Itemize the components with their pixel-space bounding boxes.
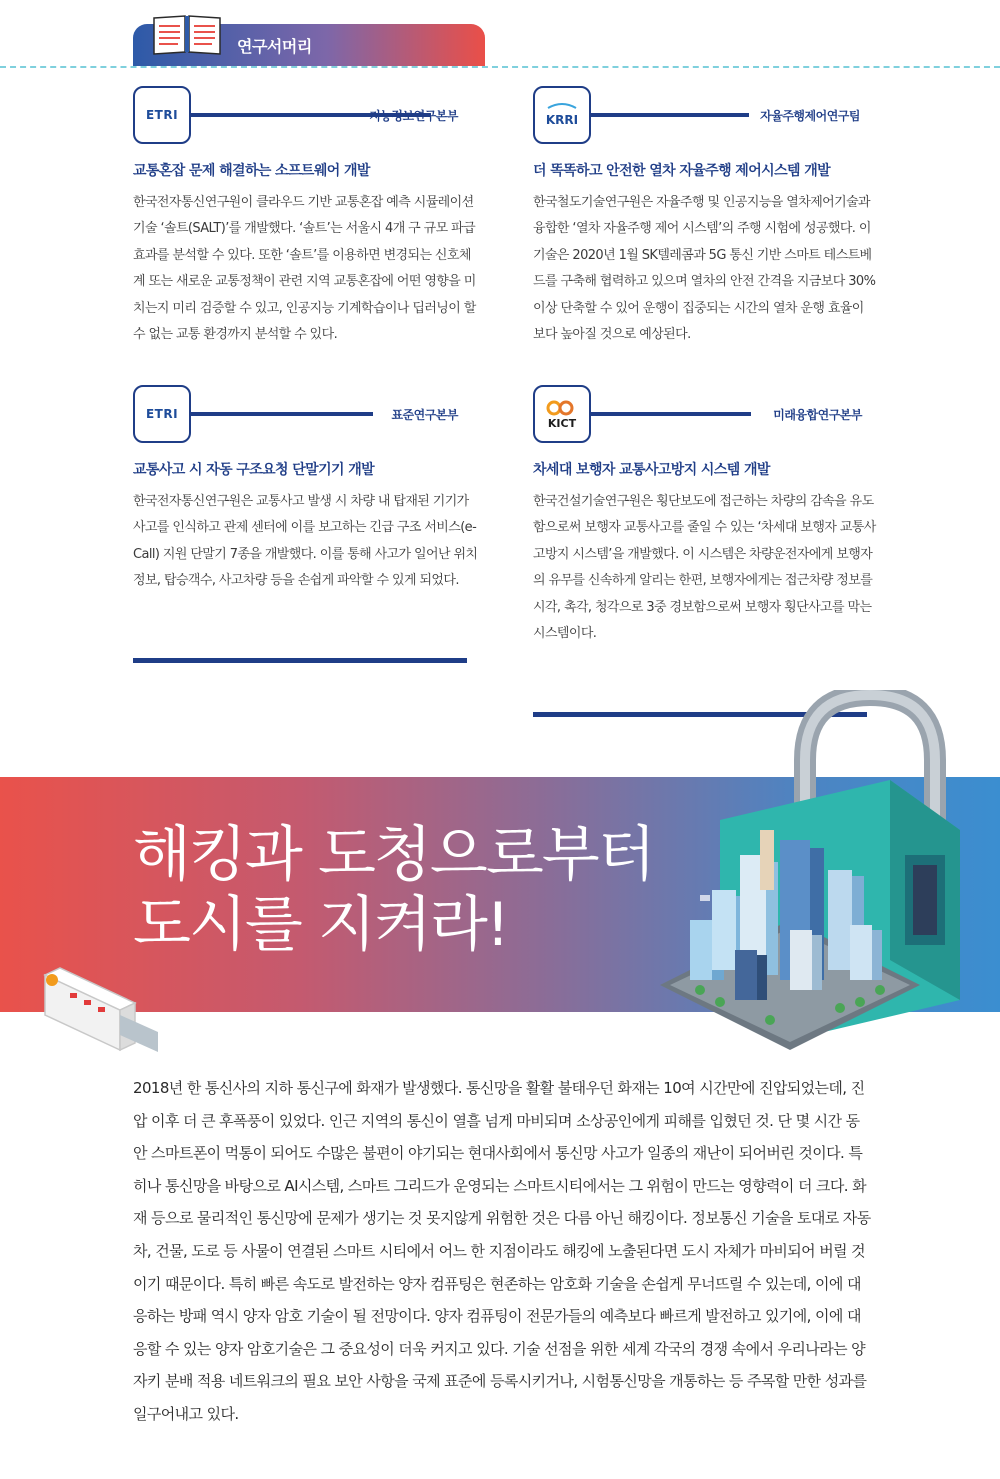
card-title: 차세대 보행자 교통사고방지 시스템 개발 bbox=[533, 462, 770, 478]
department-label: 자율주행제어연구팀 bbox=[760, 109, 860, 123]
logo-connector-line bbox=[591, 113, 749, 117]
dashed-divider bbox=[0, 66, 1000, 68]
card-bottom-bar bbox=[133, 658, 467, 663]
section-title: 연구서머리 bbox=[237, 37, 312, 56]
card-body: 한국건설기술연구원은 횡단보도에 접근하는 차량의 감속을 유도함으로써 보행자 교통사고를 줄일 수 있는 ‘차세대 보행자 교통사고방지 시스템’을 개발했다. 이 시스템은 차량운전자에게 보행자의 유무를 신속하게 알리는 한편, 보행자에게는 접근차량 정보를 시각, 촉각, 청각으로 3중 경보함으로써 보행자 횡단사고를 막는 시스템이다. bbox=[533, 494, 876, 642]
svg-text:KRRI: KRRI bbox=[545, 113, 579, 127]
department-label: 미래융합연구본부 bbox=[773, 408, 862, 422]
card-body: 한국철도기술연구원은 자율주행 및 인공지능을 열차제어기술과 융합한 ‘열차 자율주행 제어 시스템’의 주행 시험에 성공했다. 이 기술은 2020년 1월 SK텔레콤과 5G 통신 기반 스마트 테스트베드를 구축해 협력하고 있으며 열차의 안전 간격을 지금보다 30% 이상 단축할 수 있어 운행이 집중되는 시간의 열차 운행 효율이 보다 높아질 것으로 예상된다. bbox=[533, 195, 876, 343]
etri-logo: ETRI bbox=[133, 385, 191, 443]
department-label: 표준연구본부 bbox=[391, 408, 458, 422]
book-icon bbox=[150, 10, 224, 56]
krri-logo bbox=[533, 86, 591, 144]
card-title: 교통혼잡 문제 해결하는 소프트웨어 개발 bbox=[133, 163, 370, 179]
department-label: 지능정보연구본부 bbox=[369, 109, 458, 123]
kict-logo bbox=[533, 385, 591, 443]
card-body: 한국전자통신연구원은 교통사고 발생 시 차량 내 탑재된 기기가 사고를 인식하고 관제 센터에 이를 보고하는 긴급 구조 서비스(e-Call) 지원 단말기 7종을 개발했다. 이를 통해 사고가 일어난 위치정보, 탑승객수, 사고차량 등을 손쉽게 파악할 수 있게 되었다. bbox=[133, 494, 478, 589]
logo-connector-line bbox=[191, 412, 373, 416]
krri-logo-mark bbox=[542, 100, 582, 130]
banner-title-line-1: 해킹과 도청으로부터 bbox=[133, 820, 654, 890]
banner-title-line-2: 도시를 지켜라! bbox=[133, 890, 508, 960]
etri-logo: ETRI bbox=[133, 86, 191, 144]
card-body: 한국전자통신연구원이 클라우드 기반 교통혼잡 예측 시뮬레이션 기술 ‘솔트(SALT)’를 개발했다. ‘솔트’는 서울시 4개 구 규모 파급효과를 분석할 수 있다. 또한 ‘솔트’를 이용하면 변경되는 신호체계 또는 새로운 교통정책이 관련 지역 교통혼잡에 어떤 영향을 미치는지 미리 검증할 수 있고, 인공지능 기계학습이나 딥러닝이 할 수 없는 교통 환경까지 분석할 수 있다. bbox=[133, 195, 476, 343]
kict-logo-mark bbox=[540, 397, 584, 431]
svg-text:KICT: KICT bbox=[547, 417, 577, 430]
banner-title bbox=[133, 820, 654, 960]
card-title: 더 똑똑하고 안전한 열차 자율주행 제어시스템 개발 bbox=[533, 163, 831, 179]
logo-connector-line bbox=[591, 412, 751, 416]
card-bottom-bar bbox=[533, 712, 867, 717]
article-body: 2018년 한 통신사의 지하 통신구에 화재가 발생했다. 통신망을 활활 불태우던 화재는 10여 시간만에 진압되었는데, 진압 이후 더 큰 후폭풍이 있었다. 인근 지역의 통신이 열흘 넘게 마비되며 소상공인에게 피해를 입혔던 것. 단 몇 시간 동안 스마트폰이 먹통이 되어도 수많은 불편이 야기되는 현대사회에서 통신망 사고가 일종의 재난이 되어버린 것이다. 특히나 통신망을 바탕으로 AI시스템, 스마트 그리드가 운영되는 스마트시티에서는 그 위험이 만드는 영향력이 더 크다. 화재 등으로 물리적인 통신망에 문제가 생기는 것 못지않게 위험한 것은 다름 아닌 해킹이다. 정보통신 기술을 토대로 자동차, 건물, 도로 등 사물이 연결된 스마트 시티에서 어느 한 지점이라도 해킹에 노출된다면 도시 자체가 마비되어 버릴 것이기 때문이다. 특히 빠른 속도로 발전하는 양자 컴퓨팅은 현존하는 암호화 기술을 손쉽게 무너뜨릴 수 있는데, 이에 대응하는 방패 역시 양자 암호 기술이 될 전망이다. 양자 컴퓨팅이 전문가들의 예측보다 빠르게 발전하고 있기에, 이에 대응할 수 있는 양자 암호기술은 그 중요성이 더욱 커지고 있다. 기술 선점을 위한 세계 각국의 경쟁 속에서 우리나라는 양자키 분배 적용 네트워크의 필요 보안 사항을 국제 표준에 등록시키거나, 시험통신망을 개통하는 등 주목할 만한 성과를 일구어내고 있다. bbox=[133, 1079, 871, 1423]
card-title: 교통사고 시 자동 구조요청 단말기기 개발 bbox=[133, 462, 375, 478]
